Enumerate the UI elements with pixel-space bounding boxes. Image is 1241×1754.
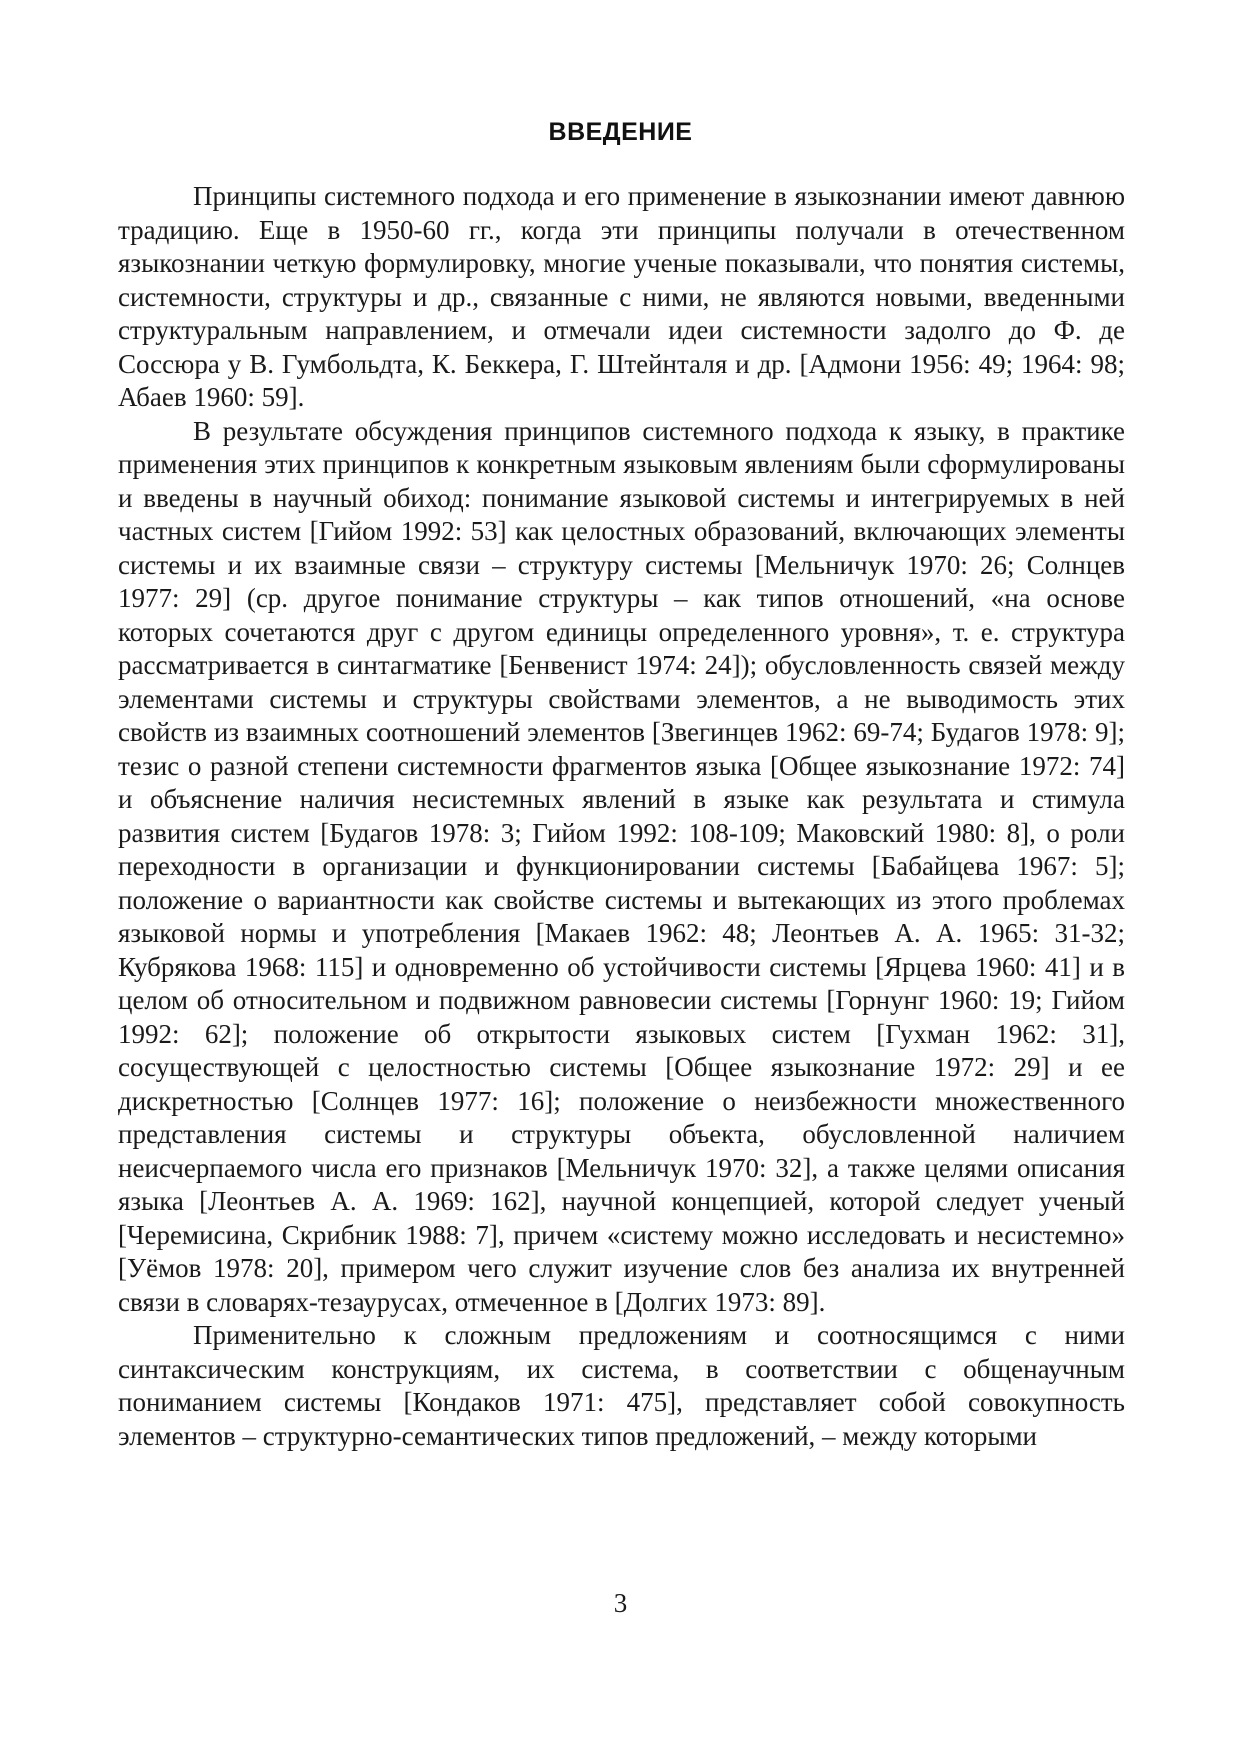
paragraph-1: Принципы системного подхода и его применение в языкознании имеют давнюю традицию. Еще в 1950-60 гг., когда эти принципы получали в отечественном языкознании четкую формулировку, многие ученые показывали, что понятия системы, системности, структуры и др., связанные с ними, не являются новыми, введенными структуральным направлением, и отмечали идеи системности задолго до Ф. де Соссюра у В. Гумбольдта, К. Беккера, Г. Штейнталя и др. [Адмони 1956: 49; 1964: 98; Абаев 1960: 59]. xyxy=(118,181,1125,412)
paragraph-3: Применительно к сложным предложениям и соотносящимся с ними синтаксическим конструкциям, их система, в соответствии с общенаучным пониманием системы [Кондаков 1971: 475], представляет собой совокупность элементов – структурно-семантических типов предложений, – между которыми xyxy=(118,1320,1125,1451)
paragraph-2: В результате обсуждения принципов системного подхода к языку, в практике применения этих принципов к конкретным языковым явлениям были сформулированы и введены в научный обиход: понимание языковой системы и интегрируемых в ней частных систем [Гийом 1992: 53] как целостных образований, включающих элементы системы и их взаимные связи – структуру системы [Мельничук 1970: 26; Солнцев 1977: 29] (ср. другое понимание структуры – как типов отношений, «на основе которых сочетаются друг с другом единицы определенного уровня», т. е. структура рассматривается в синтагматике [Бенвенист 1974: 24]); обусловленность связей между элементами системы и структуры свойствами элементов, а не выводимость этих свойств из взаимных соотношений элементов [Звегинцев 1962: 69-74; Будагов 1978: 9]; тезис о разной степени системности фрагментов языка [Общее языкознание 1972: 74] и объяснение наличия несистемных явлений в языке как результата и стимула развития систем [Будагов 1978: 3; Гийом 1992: 108-109; Маковский 1980: 8], о роли переходности в организации и функционировании системы [Бабайцева 1967: 5]; положение о вариантности как свойстве системы и вытекающих из этого проблемах языковой нормы и употребления [Макаев 1962: 48; Леонтьев А. А. 1965: 31-32; Кубрякова 1968: 115] и одновременно об устойчивости системы [Ярцева 1960: 41] и в целом об относительном и подвижном равновесии системы [Горнунг 1960: 19; Гийом 1992: 62]; положение об открытости языковых систем [Гухман 1962: 31], сосуществующей с целостностью системы [Общее языкознание 1972: 29] и ее дискретностью [Солнцев 1977: 16]; положение о неизбежности множественного представления системы и структуры объекта, обусловленной наличием неисчерпаемого числа его признаков [Мельничук 1970: 32], а также целями описания языка [Леонтьев А. А. 1969: 162], научной концепцией, которой следует ученый [Черемисина, Скрибник 1988: 7], причем «систему можно исследовать и несистемно» [Уёмов 1978: 20], примером чего служит изучение слов без анализа их внутренней связи в словарях-тезаурусах, отмеченное в [Долгих 1973: 89]. xyxy=(118,415,1125,1317)
section-heading: ВВЕДЕНИЕ xyxy=(548,118,693,146)
page-number: 3 xyxy=(613,1588,628,1618)
body-text xyxy=(118,180,1125,1453)
